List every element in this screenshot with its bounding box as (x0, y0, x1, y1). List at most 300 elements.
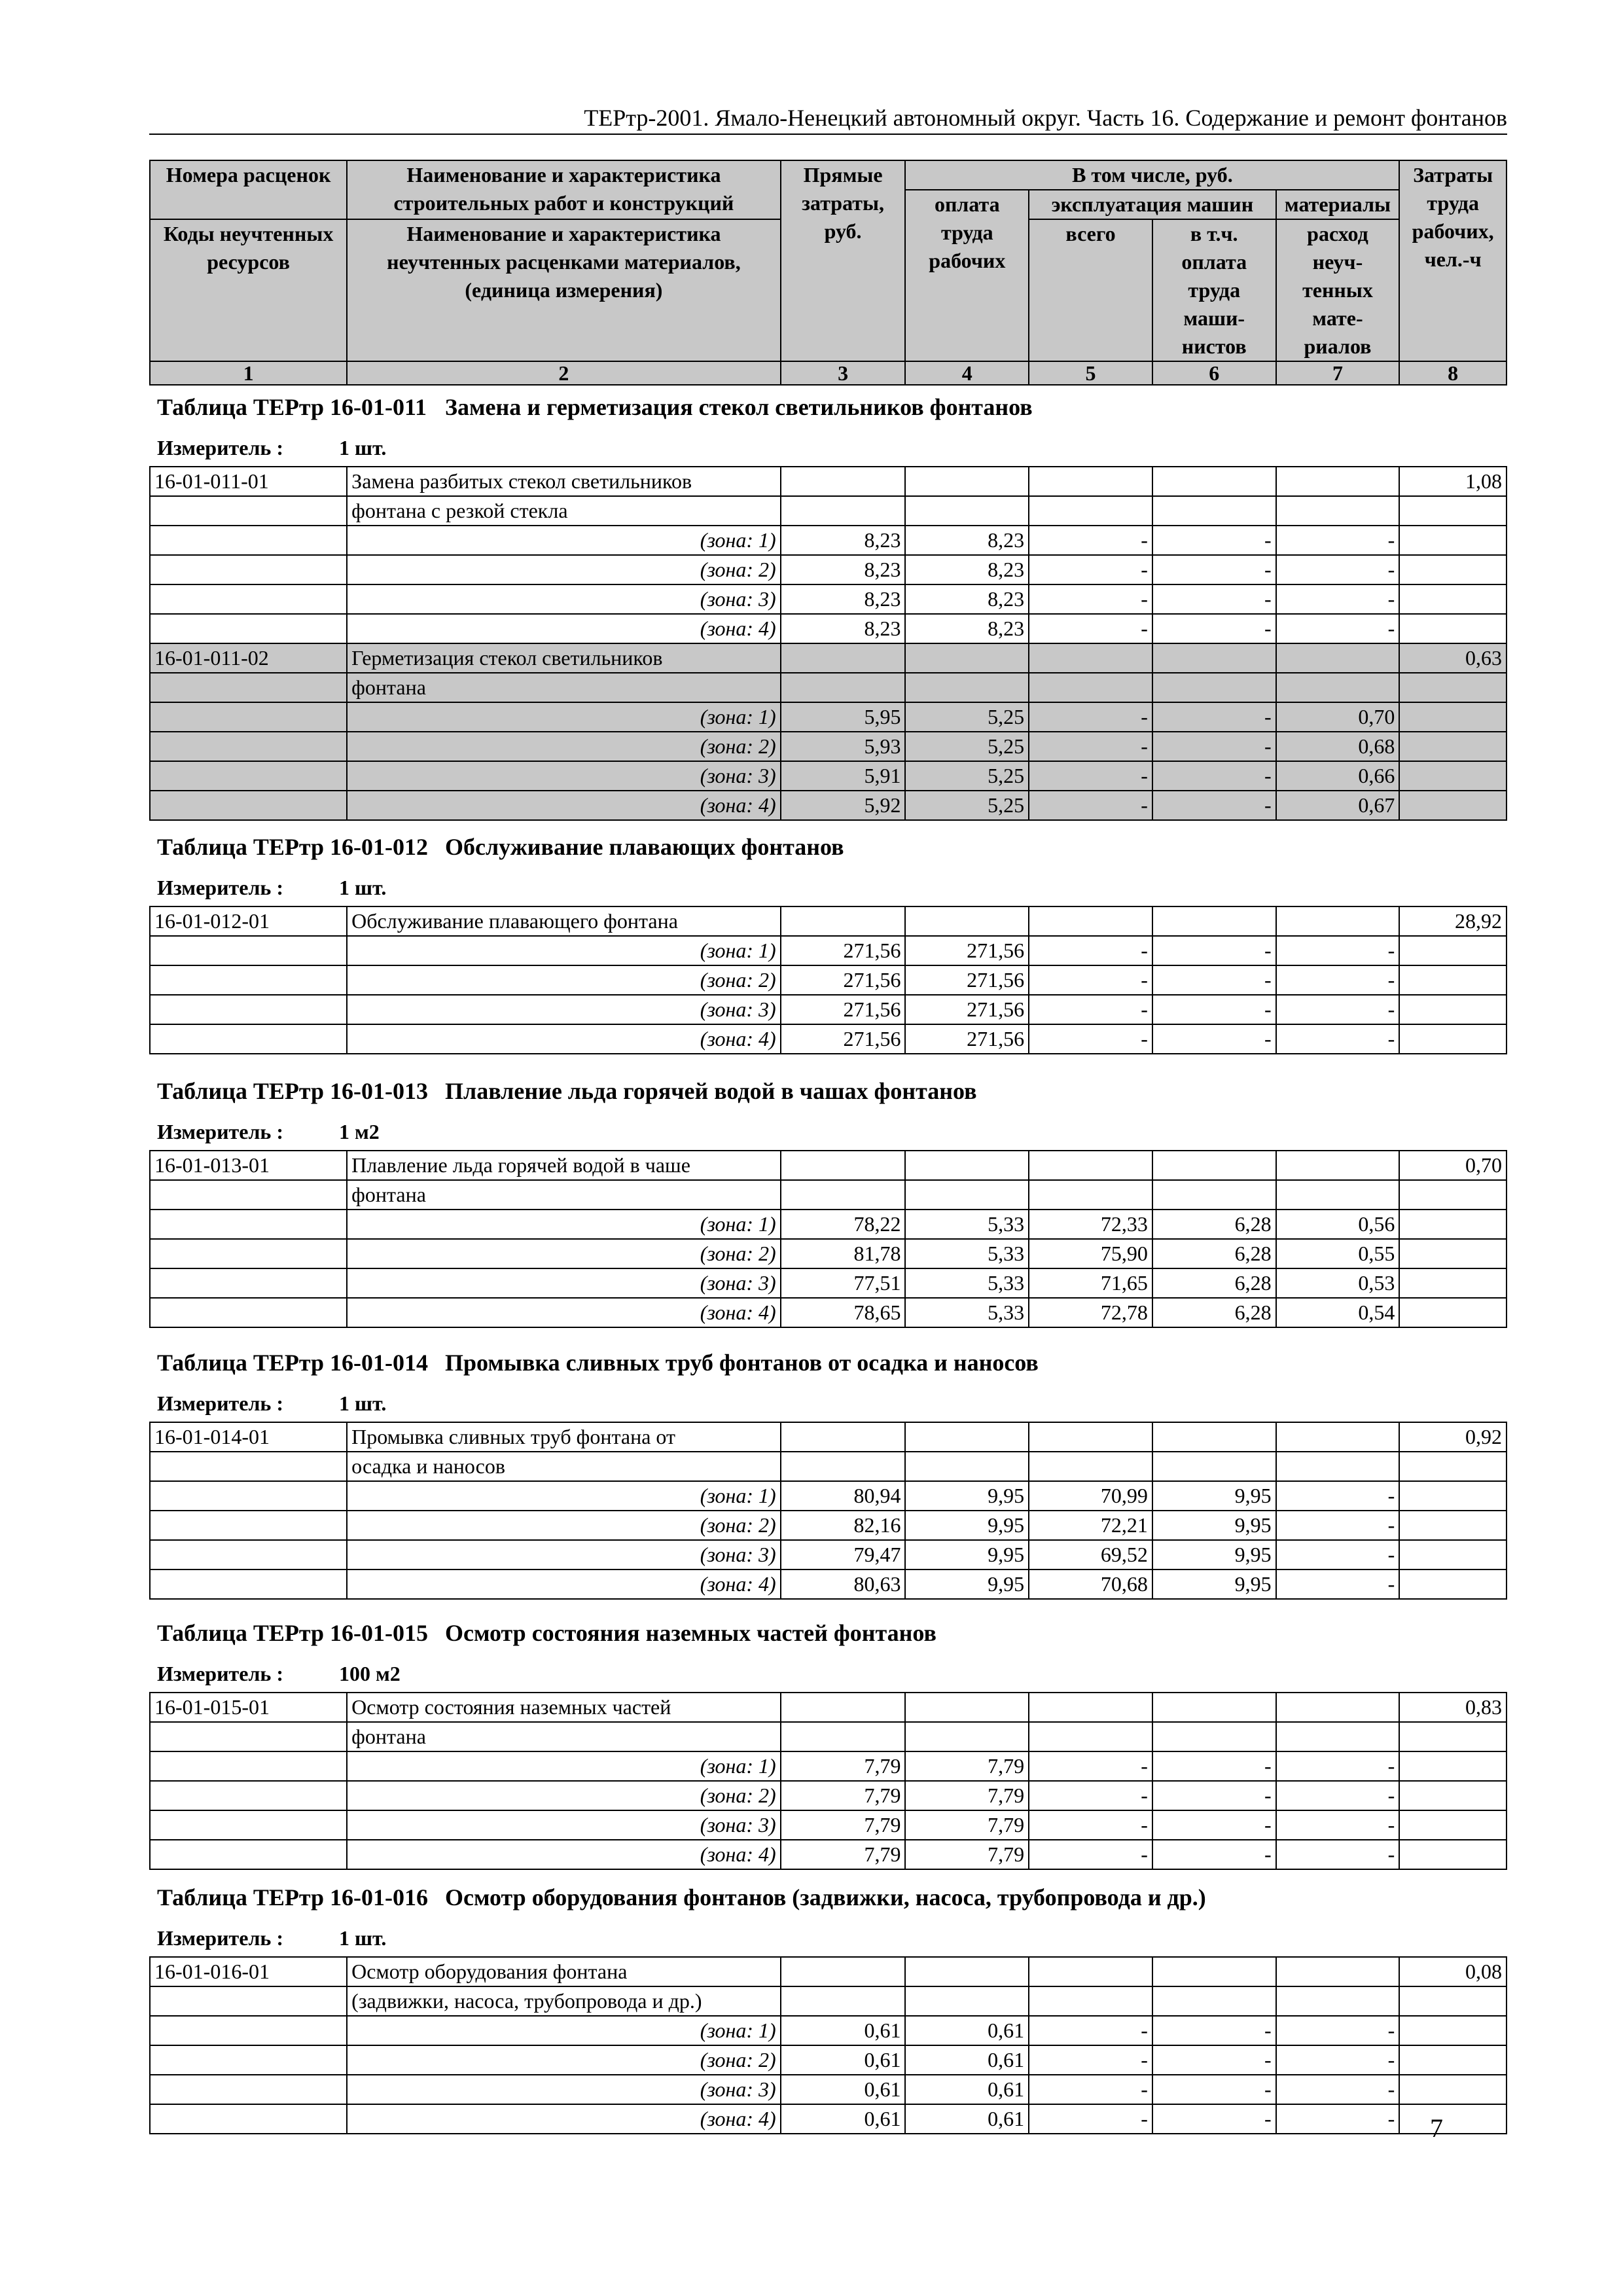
unit-label: Измеритель : (157, 1926, 283, 1950)
zone-label: (зона: 2) (347, 2045, 781, 2075)
direct-cost: 80,94 (781, 1481, 906, 1511)
empty-cell (1399, 1810, 1507, 1840)
machinist-pay: - (1152, 555, 1276, 584)
material-usage: - (1276, 2045, 1400, 2075)
empty-cell (1276, 906, 1400, 936)
empty-cell (1152, 673, 1276, 702)
zone-label: (зона: 3) (347, 761, 781, 791)
rates-table (149, 1692, 1507, 1870)
rate-name: (задвижки, насоса, трубопровода и др.) (347, 1986, 781, 2016)
rate-code: 16-01-012-01 (150, 906, 347, 936)
table-row (150, 1781, 1507, 1810)
unit-line (157, 1925, 386, 1951)
empty-cell (1399, 702, 1507, 732)
rate-name: фонтана (347, 1180, 781, 1210)
empty-cell (1152, 1986, 1276, 2016)
worker-pay: 5,33 (905, 1210, 1029, 1239)
unit-value: 1 шт. (339, 1391, 387, 1415)
table-row (150, 732, 1507, 761)
empty-cell (150, 1781, 347, 1810)
worker-pay: 5,25 (905, 791, 1029, 820)
col-labor-costs: Затраты труда рабочих, чел.-ч (1399, 160, 1507, 361)
empty-cell (150, 1268, 347, 1298)
table-row (150, 995, 1507, 1024)
table-row (150, 555, 1507, 584)
machinist-pay: - (1152, 526, 1276, 555)
zone-label: (зона: 1) (347, 1210, 781, 1239)
material-usage: - (1276, 995, 1400, 1024)
empty-cell (1399, 1840, 1507, 1869)
machinist-pay: - (1152, 614, 1276, 643)
material-usage: 0,55 (1276, 1239, 1400, 1268)
rate-name: Герметизация стекол светильников (347, 643, 781, 673)
table-row (150, 1268, 1507, 1298)
empty-cell (1399, 1180, 1507, 1210)
worker-pay: 8,23 (905, 584, 1029, 614)
empty-cell (1152, 1957, 1276, 1986)
table-code: Таблица ТЕРтр 16-01-016 (157, 1884, 429, 1910)
material-usage: - (1276, 2104, 1400, 2134)
zone-label: (зона: 3) (347, 1540, 781, 1570)
table-code: Таблица ТЕРтр 16-01-011 (157, 394, 427, 420)
direct-cost: 5,92 (781, 791, 906, 820)
empty-cell (1029, 1986, 1152, 2016)
table-row (150, 1511, 1507, 1540)
zone-label: (зона: 2) (347, 732, 781, 761)
empty-cell (1399, 1024, 1507, 1054)
empty-cell (905, 467, 1029, 496)
machines-total: - (1029, 2045, 1152, 2075)
material-usage: - (1276, 614, 1400, 643)
empty-cell (1276, 1180, 1400, 1210)
rate-name: Промывка сливных труб фонтана от (347, 1422, 781, 1452)
col-number: 1 (150, 361, 347, 385)
rate-item (150, 1422, 1507, 1599)
table-row (150, 1151, 1507, 1180)
empty-cell (1276, 1986, 1400, 2016)
empty-cell (1152, 643, 1276, 673)
unit-label: Измеритель : (157, 1662, 283, 1685)
machinist-pay: - (1152, 761, 1276, 791)
empty-cell (781, 496, 906, 526)
table-name: Обслуживание плавающих фонтанов (445, 834, 844, 860)
machinist-pay: 9,95 (1152, 1481, 1276, 1511)
unit-label: Измеритель : (157, 1391, 283, 1415)
table-name: Плавление льда горячей водой в чашах фонтанов (445, 1078, 977, 1104)
direct-cost: 271,56 (781, 995, 906, 1024)
empty-cell (1152, 1151, 1276, 1180)
material-usage: 0,53 (1276, 1268, 1400, 1298)
unit-line (157, 1660, 401, 1687)
empty-cell (150, 1511, 347, 1540)
rate-code: 16-01-014-01 (150, 1422, 347, 1452)
direct-cost: 7,79 (781, 1810, 906, 1840)
empty-cell (150, 1986, 347, 2016)
col-machines-total: всего (1029, 219, 1152, 361)
worker-pay: 9,95 (905, 1481, 1029, 1511)
table-row (150, 906, 1507, 936)
machines-total: - (1029, 702, 1152, 732)
empty-cell (1399, 526, 1507, 555)
empty-cell (150, 2016, 347, 2045)
machines-total: - (1029, 761, 1152, 791)
table-row (150, 2045, 1507, 2075)
machines-total: - (1029, 526, 1152, 555)
unit-value: 1 шт. (339, 876, 387, 899)
empty-cell (905, 1957, 1029, 1986)
rates-table (149, 466, 1507, 821)
empty-cell (1276, 643, 1400, 673)
zone-label: (зона: 1) (347, 702, 781, 732)
material-usage: - (1276, 1024, 1400, 1054)
machines-total: - (1029, 965, 1152, 995)
empty-cell (150, 1298, 347, 1327)
empty-cell (781, 1693, 906, 1722)
table-row (150, 1180, 1507, 1210)
empty-cell (1399, 791, 1507, 820)
zone-label: (зона: 4) (347, 2104, 781, 2134)
empty-cell (1276, 1722, 1400, 1751)
rate-name: осадка и наносов (347, 1452, 781, 1481)
table-row (150, 1210, 1507, 1239)
worker-pay: 271,56 (905, 995, 1029, 1024)
empty-cell (150, 1481, 347, 1511)
table-row (150, 1239, 1507, 1268)
zone-label: (зона: 3) (347, 1268, 781, 1298)
table-row (150, 1693, 1507, 1722)
worker-pay: 0,61 (905, 2016, 1029, 2045)
material-usage: - (1276, 555, 1400, 584)
rate-item (150, 1693, 1507, 1869)
empty-cell (1029, 1151, 1152, 1180)
worker-pay: 7,79 (905, 1751, 1029, 1781)
rate-name: Осмотр состояния наземных частей (347, 1693, 781, 1722)
material-usage: - (1276, 936, 1400, 965)
empty-cell (1029, 673, 1152, 702)
table-row (150, 1024, 1507, 1054)
material-usage: - (1276, 1751, 1400, 1781)
machines-total: - (1029, 936, 1152, 965)
unit-line (157, 1119, 380, 1145)
rate-item (150, 906, 1507, 1054)
col-group-incl: В том числе, руб. (905, 160, 1399, 190)
empty-cell (1152, 1452, 1276, 1481)
direct-cost: 0,61 (781, 2075, 906, 2104)
direct-cost: 81,78 (781, 1239, 906, 1268)
rate-code: 16-01-013-01 (150, 1151, 347, 1180)
zone-label: (зона: 2) (347, 965, 781, 995)
rate-code: 16-01-016-01 (150, 1957, 347, 1986)
table-row (150, 702, 1507, 732)
empty-cell (1399, 2104, 1507, 2134)
empty-cell (1399, 1722, 1507, 1751)
table-code: Таблица ТЕРтр 16-01-012 (157, 834, 429, 860)
empty-cell (150, 732, 347, 761)
worker-pay: 0,61 (905, 2075, 1029, 2104)
worker-pay: 7,79 (905, 1840, 1029, 1869)
worker-pay: 271,56 (905, 1024, 1029, 1054)
material-usage: 0,56 (1276, 1210, 1400, 1239)
unit-value: 1 м2 (339, 1120, 380, 1143)
empty-cell (1399, 2075, 1507, 2104)
zone-label: (зона: 3) (347, 1810, 781, 1840)
zone-label: (зона: 3) (347, 584, 781, 614)
machinist-pay: 6,28 (1152, 1268, 1276, 1298)
worker-pay: 5,33 (905, 1239, 1029, 1268)
zone-label: (зона: 4) (347, 1298, 781, 1327)
direct-cost: 78,22 (781, 1210, 906, 1239)
table-row (150, 1810, 1507, 1840)
machinist-pay: - (1152, 2104, 1276, 2134)
empty-cell (1399, 1239, 1507, 1268)
zone-label: (зона: 2) (347, 1511, 781, 1540)
table-title (157, 1883, 1206, 1912)
empty-cell (781, 467, 906, 496)
empty-cell (1029, 1722, 1152, 1751)
column-header-table (149, 160, 1507, 386)
machinist-pay: - (1152, 2075, 1276, 2104)
machinist-pay: 9,95 (1152, 1540, 1276, 1570)
machines-total: - (1029, 1024, 1152, 1054)
direct-cost: 7,79 (781, 1781, 906, 1810)
zone-label: (зона: 1) (347, 936, 781, 965)
unit-value: 1 шт. (339, 436, 387, 459)
machines-total: - (1029, 2016, 1152, 2045)
machines-total: 75,90 (1029, 1239, 1152, 1268)
zone-label: (зона: 4) (347, 1840, 781, 1869)
material-usage: - (1276, 1781, 1400, 1810)
table-row (150, 1840, 1507, 1869)
col-material-usage: расход неуч-тенных мате-риалов (1276, 219, 1400, 361)
table-row (150, 1986, 1507, 2016)
machinist-pay: 6,28 (1152, 1298, 1276, 1327)
worker-pay: 8,23 (905, 555, 1029, 584)
worker-pay: 8,23 (905, 526, 1029, 555)
worker-pay: 5,33 (905, 1298, 1029, 1327)
empty-cell (1399, 732, 1507, 761)
machines-total: - (1029, 584, 1152, 614)
empty-cell (1399, 761, 1507, 791)
zone-label: (зона: 4) (347, 614, 781, 643)
empty-cell (150, 2104, 347, 2134)
machines-total: 70,99 (1029, 1481, 1152, 1511)
machines-total: 72,78 (1029, 1298, 1152, 1327)
machines-total: - (1029, 614, 1152, 643)
worker-pay: 9,95 (905, 1540, 1029, 1570)
rate-name: фонтана с резкой стекла (347, 496, 781, 526)
direct-cost: 5,95 (781, 702, 906, 732)
machinist-pay: 9,95 (1152, 1511, 1276, 1540)
table-row (150, 1751, 1507, 1781)
empty-cell (1399, 1986, 1507, 2016)
col-machinist-pay: в т.ч. оплата труда маши-нистов (1152, 219, 1276, 361)
empty-cell (1029, 496, 1152, 526)
machinist-pay: - (1152, 1840, 1276, 1869)
empty-cell (150, 1810, 347, 1840)
page-number: 7 (1430, 2113, 1443, 2143)
empty-cell (1152, 1722, 1276, 1751)
empty-cell (1029, 1957, 1152, 1986)
empty-cell (905, 1722, 1029, 1751)
direct-cost: 78,65 (781, 1298, 906, 1327)
machinist-pay: - (1152, 965, 1276, 995)
empty-cell (150, 1024, 347, 1054)
empty-cell (1276, 1693, 1400, 1722)
direct-cost: 8,23 (781, 555, 906, 584)
machinist-pay: - (1152, 2016, 1276, 2045)
col-materials: материалы (1276, 190, 1400, 219)
empty-cell (150, 702, 347, 732)
empty-cell (1029, 1422, 1152, 1452)
rates-table (149, 1422, 1507, 1600)
machines-total: - (1029, 2104, 1152, 2134)
empty-cell (781, 1422, 906, 1452)
empty-cell (1276, 1151, 1400, 1180)
material-usage: 0,67 (1276, 791, 1400, 820)
machinist-pay: - (1152, 1781, 1276, 1810)
machines-total: - (1029, 1810, 1152, 1840)
machinist-pay: - (1152, 732, 1276, 761)
direct-cost: 0,61 (781, 2016, 906, 2045)
col-material-names: Наименование и характеристика неучтенных расценками материалов, (единица измерения) (347, 219, 781, 361)
direct-cost: 77,51 (781, 1268, 906, 1298)
material-usage: 0,66 (1276, 761, 1400, 791)
empty-cell (1276, 1422, 1400, 1452)
empty-cell (905, 1693, 1029, 1722)
zone-label: (зона: 4) (347, 1024, 781, 1054)
machinist-pay: - (1152, 791, 1276, 820)
labor-cost: 0,08 (1399, 1957, 1507, 1986)
rate-name: Замена разбитых стекол светильников (347, 467, 781, 496)
empty-cell (905, 1986, 1029, 2016)
worker-pay: 5,25 (905, 702, 1029, 732)
empty-cell (905, 496, 1029, 526)
empty-cell (150, 761, 347, 791)
machines-total: - (1029, 555, 1152, 584)
empty-cell (781, 673, 906, 702)
empty-cell (1152, 906, 1276, 936)
empty-cell (781, 1986, 906, 2016)
zone-label: (зона: 2) (347, 555, 781, 584)
empty-cell (905, 1151, 1029, 1180)
col-number: 6 (1152, 361, 1276, 385)
machines-total: - (1029, 1751, 1152, 1781)
direct-cost: 8,23 (781, 614, 906, 643)
empty-cell (150, 1751, 347, 1781)
table-row (150, 496, 1507, 526)
empty-cell (1399, 1210, 1507, 1239)
direct-cost: 5,93 (781, 732, 906, 761)
empty-cell (150, 995, 347, 1024)
empty-cell (781, 906, 906, 936)
worker-pay: 0,61 (905, 2045, 1029, 2075)
unit-label: Измеритель : (157, 876, 283, 899)
zone-label: (зона: 1) (347, 1481, 781, 1511)
zone-label: (зона: 1) (347, 2016, 781, 2045)
worker-pay: 9,95 (905, 1511, 1029, 1540)
zone-label: (зона: 4) (347, 791, 781, 820)
unit-value: 100 м2 (339, 1662, 401, 1685)
empty-cell (1399, 1298, 1507, 1327)
empty-cell (781, 1452, 906, 1481)
empty-cell (150, 1452, 347, 1481)
direct-cost: 82,16 (781, 1511, 906, 1540)
empty-cell (1029, 1693, 1152, 1722)
machines-total: 72,21 (1029, 1511, 1152, 1540)
table-code: Таблица ТЕРтр 16-01-015 (157, 1620, 429, 1646)
empty-cell (1152, 496, 1276, 526)
empty-cell (150, 1570, 347, 1599)
empty-cell (905, 1180, 1029, 1210)
zone-label: (зона: 3) (347, 2075, 781, 2104)
labor-cost: 0,70 (1399, 1151, 1507, 1180)
material-usage: 0,70 (1276, 702, 1400, 732)
empty-cell (1399, 2045, 1507, 2075)
machines-total: - (1029, 732, 1152, 761)
labor-cost: 1,08 (1399, 467, 1507, 496)
unit-value: 1 шт. (339, 1926, 387, 1950)
material-usage: 0,68 (1276, 732, 1400, 761)
machinist-pay: - (1152, 936, 1276, 965)
direct-cost: 7,79 (781, 1751, 906, 1781)
rate-name: Плавление льда горячей водой в чаше (347, 1151, 781, 1180)
table-row (150, 467, 1507, 496)
rate-code: 16-01-011-02 (150, 643, 347, 673)
material-usage: - (1276, 1840, 1400, 1869)
empty-cell (1152, 467, 1276, 496)
empty-cell (1399, 584, 1507, 614)
col-worker-pay: оплата труда рабочих (905, 190, 1029, 361)
empty-cell (150, 2075, 347, 2104)
machinist-pay: - (1152, 584, 1276, 614)
table-code: Таблица ТЕРтр 16-01-014 (157, 1350, 429, 1376)
zone-label: (зона: 4) (347, 1570, 781, 1599)
col-direct-costs: Прямые затраты, руб. (781, 160, 906, 361)
direct-cost: 0,61 (781, 2104, 906, 2134)
col-number: 2 (347, 361, 781, 385)
machines-total: - (1029, 995, 1152, 1024)
material-usage: - (1276, 2016, 1400, 2045)
empty-cell (150, 1180, 347, 1210)
empty-cell (1029, 1452, 1152, 1481)
table-name: Замена и герметизация стекол светильников фонтанов (445, 394, 1033, 420)
direct-cost: 8,23 (781, 584, 906, 614)
empty-cell (150, 496, 347, 526)
machines-total: 71,65 (1029, 1268, 1152, 1298)
empty-cell (150, 936, 347, 965)
empty-cell (150, 965, 347, 995)
col-machines: эксплуатация машин (1029, 190, 1275, 219)
machines-total: - (1029, 791, 1152, 820)
empty-cell (905, 1452, 1029, 1481)
direct-cost: 8,23 (781, 526, 906, 555)
empty-cell (1276, 673, 1400, 702)
unit-line (157, 435, 386, 461)
rates-table (149, 906, 1507, 1054)
table-row (150, 643, 1507, 673)
empty-cell (1399, 1781, 1507, 1810)
empty-cell (781, 1957, 906, 1986)
empty-cell (150, 555, 347, 584)
empty-cell (1029, 643, 1152, 673)
empty-cell (1399, 1511, 1507, 1540)
direct-cost: 80,63 (781, 1570, 906, 1599)
table-title (157, 1348, 1039, 1377)
empty-cell (1399, 1452, 1507, 1481)
machinist-pay: - (1152, 995, 1276, 1024)
empty-cell (781, 643, 906, 673)
rate-code: 16-01-011-01 (150, 467, 347, 496)
